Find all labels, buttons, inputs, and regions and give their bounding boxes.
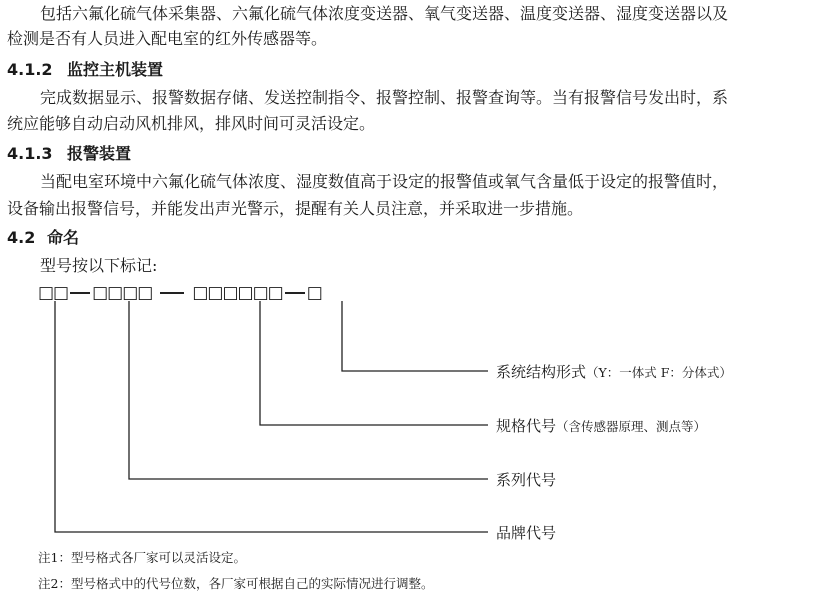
connector-structure: [342, 301, 488, 371]
label-structure: [496, 362, 732, 383]
paragraph-host-line1: 完成数据显示、报警数据存储、发送控制指令、报警控制、报警查询等。当有报警信号发出时，系: [40, 88, 729, 107]
section-number: 4.1.3: [7, 144, 53, 163]
note-1: 注1：型号格式各厂家可以灵活设定。: [38, 550, 246, 565]
paragraph-sensors-line2: 检测是否有人员进入配电室的红外传感器等。: [7, 29, 328, 48]
paragraph-sensors-line1: 包括六氟化硫气体采集器、六氟化硫气体浓度变送器、氧气变送器、温度变送器、湿度变送器以及: [40, 4, 729, 23]
label-brand: 品牌代号: [496, 524, 557, 542]
series-code-boxes: □□□□: [92, 283, 153, 303]
section-number: 4.1.2: [7, 60, 53, 79]
model-intro: 型号按以下标记:: [40, 256, 158, 275]
structure-code-box: □: [306, 283, 322, 303]
paragraph-alarm-line1: 当配电室环境中六氟化硫气体浓度、湿度数值高于设定的报警值或氧气含量低于设定的报警值时，: [40, 172, 729, 191]
section-title: 监控主机装置: [67, 60, 164, 79]
section-title: 命名: [47, 228, 80, 247]
connector-brand: [55, 301, 488, 532]
note-2: 注2：型号格式中的代号位数，各厂家可根据自己的实际情况进行调整。: [38, 576, 434, 591]
label-spec-note: （含传感器原理、测点等）: [556, 419, 707, 434]
label-structure-text: 系统结构形式: [496, 363, 587, 381]
label-spec: [496, 416, 706, 437]
paragraph-host-line2: 统应能够自动启动风机排风，排风时间可灵活设定。: [7, 114, 376, 133]
section-number: 4.2: [7, 228, 36, 247]
label-series: 系列代号: [496, 471, 557, 489]
connector-spec: [260, 301, 488, 425]
connector-series: [129, 301, 488, 479]
label-spec-text: 规格代号: [496, 417, 557, 435]
spec-code-boxes: □□□□□□: [192, 283, 283, 303]
paragraph-alarm-line2: 设备输出报警信号，并能发出声光警示，提醒有关人员注意，并采取进一步措施。: [7, 199, 584, 218]
brand-code-boxes: □□: [38, 283, 69, 303]
section-title: 报警装置: [67, 144, 132, 163]
label-structure-note: （Y：一体式 F：分体式）: [586, 365, 732, 380]
